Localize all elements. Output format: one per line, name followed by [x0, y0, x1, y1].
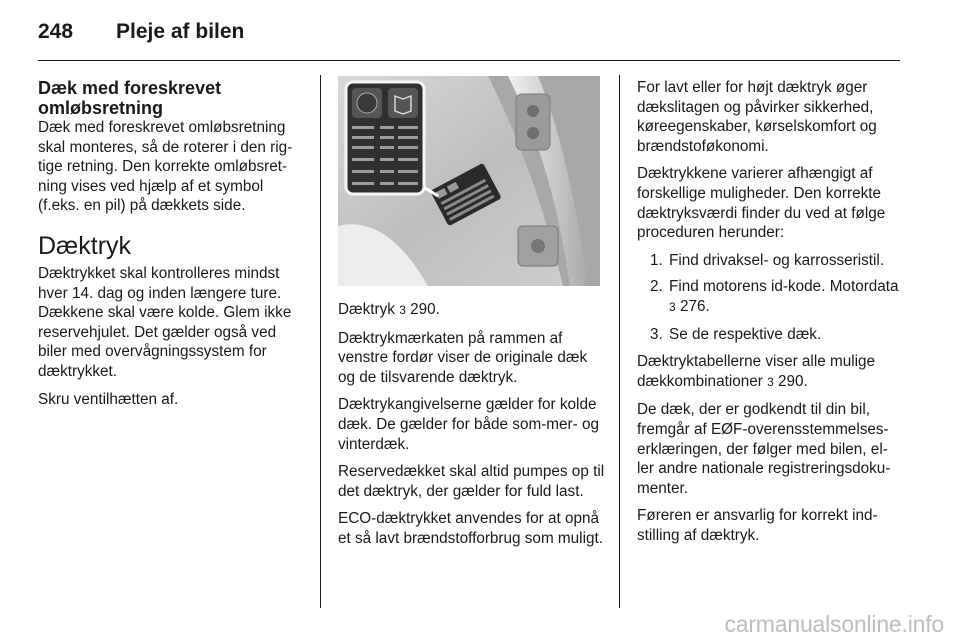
page-header [38, 20, 245, 44]
list-item: 3. Se de respektive dæk. [667, 325, 903, 345]
paragraph: Dæktrykmærkaten på rammen af venstre fordør viser de originale dæk og de tilsvarende dæktryk. [338, 329, 588, 386]
section-heading-tyre-pressure: Dæktryk [38, 231, 132, 260]
tyre-pressure-label-photo [338, 76, 600, 286]
list-item: 2. Find motorens id-kode. Motordata 3 276. [667, 277, 903, 317]
paragraph: Reservedækket skal altid pumpes op til det dæktryk, der gælder for fuld last. [338, 463, 605, 500]
cross-reference: Dæktryk 3 290. [338, 301, 440, 318]
page-number: 248 [38, 20, 74, 43]
paragraph: Dæktrykket skal kontrolleres mindst hver 14. dag og inden længere ture. Dækkene skal være kolde. Glem ikke reservehjulet. Det gælder også ved biler med overvågningssystem for dæktrykket. [38, 264, 292, 380]
paragraph: De dæk, der er godkendt til din bil, fremgår af EØF-overensstemmelses-erklæringen, der følger med bilen, el-ler andre nationale registreringsdoku-menter. [637, 401, 891, 497]
page-ref-icon: 3 [669, 299, 676, 314]
column-divider-2 [619, 75, 620, 608]
paragraph: For lavt eller for højt dæktryk øger dækslitagen og påvirker sikkerhed, køreegenskaber, kørselskomfort og brændstoføkonomi. [637, 79, 877, 155]
paragraph: Skru ventilhætten af. [38, 390, 179, 408]
middle-column [338, 300, 606, 557]
left-column [38, 78, 306, 417]
header-rule [38, 60, 900, 61]
paragraph: Dæktrykangivelserne gælder for kolde dæk. De gælder for både som-mer- og vinterdæk. [338, 396, 600, 453]
paragraph: Føreren er ansvarlig for korrekt ind-stilling af dæktryk. [637, 507, 878, 544]
column-divider-1 [320, 75, 321, 608]
procedure-list [637, 251, 903, 344]
section-heading-rotation: Dæk med foreskrevet omløbsretning [38, 78, 222, 118]
page-ref-icon: 3 [399, 303, 406, 317]
watermark: carmanualsonline.info [724, 611, 944, 637]
paragraph: Dæk med foreskrevet omløbsretning skal monteres, så de roterer i den rig-tige retning. Den korrekte omløbsret-ning vises ved hjælp af et symbol (f.eks. en pil) på dækkets side. [38, 119, 293, 215]
page-ref-icon: 3 [767, 374, 774, 389]
paragraph: Dæktryktabellerne viser alle mulige dækkombinationer 3 290. [637, 353, 876, 390]
right-column [637, 78, 903, 553]
paragraph: Dæktrykkene varierer afhængigt af forskellige muligheder. Den korrekte dæktryksværdi finder du ved at følge proceduren herunder: [637, 165, 886, 242]
page-title: Pleje af bilen [116, 20, 245, 43]
paragraph: ECO-dæktrykket anvendes for at opnå et så lavt brændstofforbrug som muligt. [338, 510, 603, 547]
list-item: 1. Find drivaksel- og karrosseristil. [667, 251, 903, 271]
